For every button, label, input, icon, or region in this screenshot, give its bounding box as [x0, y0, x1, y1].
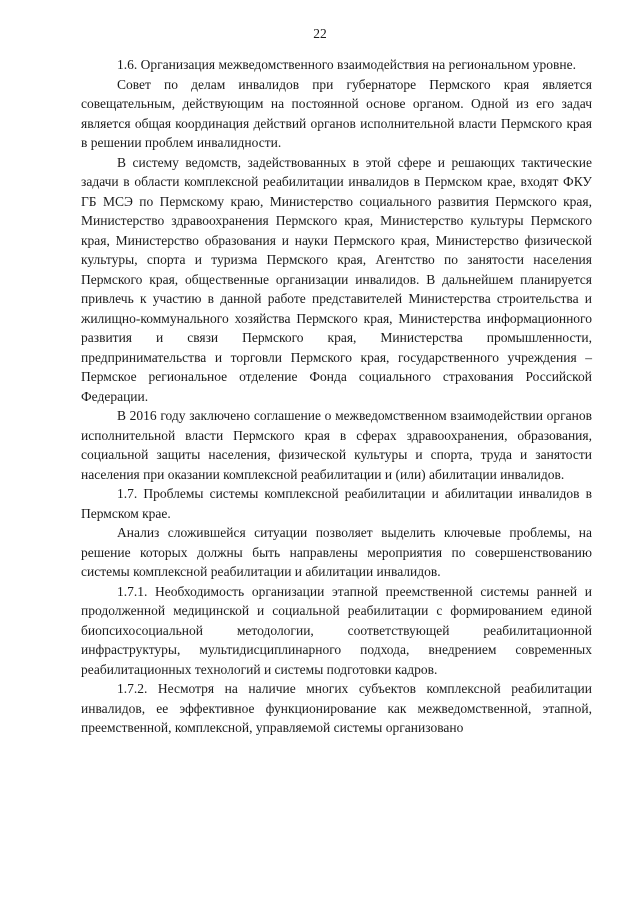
page-number: 22 — [313, 26, 327, 41]
paragraph-council: Совет по делам инвалидов при губернаторе Пермского края является совещательным, действующим на постоянной основе органом. Одной из его задач является общая координация действий органов исполнительной власти Пермского края в решении проблем инвалидности. — [81, 76, 592, 150]
paragraph-analysis: Анализ сложившейся ситуации позволяет выделить ключевые проблемы, на решение которых должны быть направлены мероприятия по совершенствованию системы комплексной реабилитации и абилитации инвалидов. — [81, 525, 592, 579]
document-body — [81, 55, 592, 738]
paragraph-agencies: В систему ведомств, задействованных в этой сфере и решающих тактические задачи в области комплексной реабилитации инвалидов в Пермском крае, входят ФКУ ГБ МСЭ по Пермскому краю, Министерство социального развития Пермского края, Министерство здравоохранения Пермского края, Министерство культуры Пермского края, Министерство образования и науки Пермского края, Министерство физической культуры, спорта и туризма Пермского края, Агентство по занятости населения Пермского края, общественные организации инвалидов. В дальнейшем планируется привлечь к участию в данной работе представителей Министерства строительства и жилищно-коммунального хозяйства Пермского края, Министерства информационного развития и связи Пермского края, Министерства промышленности, предпринимательства и торговли Пермского края, государственного учреждения – Пермское региональное отделение Фонда социального страхования Российской Федерации. — [81, 154, 592, 404]
section-1-7-heading: 1.7. Проблемы системы комплексной реабилитации и абилитации инвалидов в Пермском крае. — [81, 486, 592, 521]
paragraph-1-7-1: 1.7.1. Необходимость организации этапной преемственной системы ранней и продолженной медицинской и социальной реабилитации с формированием единой биопсихосоциальной методологии, соответствующей реабилитационной инфраструктуры, мультидисциплинарного подхода, внедрением современных реабилитационных технологий и системы подготовки кадров. — [81, 583, 592, 677]
paragraph-1-7-2: 1.7.2. Несмотря на наличие многих субъектов комплексной реабилитации инвалидов, ее эффективное функционирование как межведомственной, этапной, преемственной, комплексной, управляемой системы организовано — [81, 681, 592, 735]
paragraph-agreement-2016: В 2016 году заключено соглашение о межведомственном взаимодействии органов исполнительной власти Пермского края в сферах здравоохранения, образования, социальной защиты населения, физической культуры и спорта, труда и занятости населения при оказании комплексной реабилитации и (или) абилитации инвалидов. — [81, 408, 592, 482]
section-1-6-heading: 1.6. Организация межведомственного взаимодействия на региональном уровне. — [117, 57, 576, 72]
